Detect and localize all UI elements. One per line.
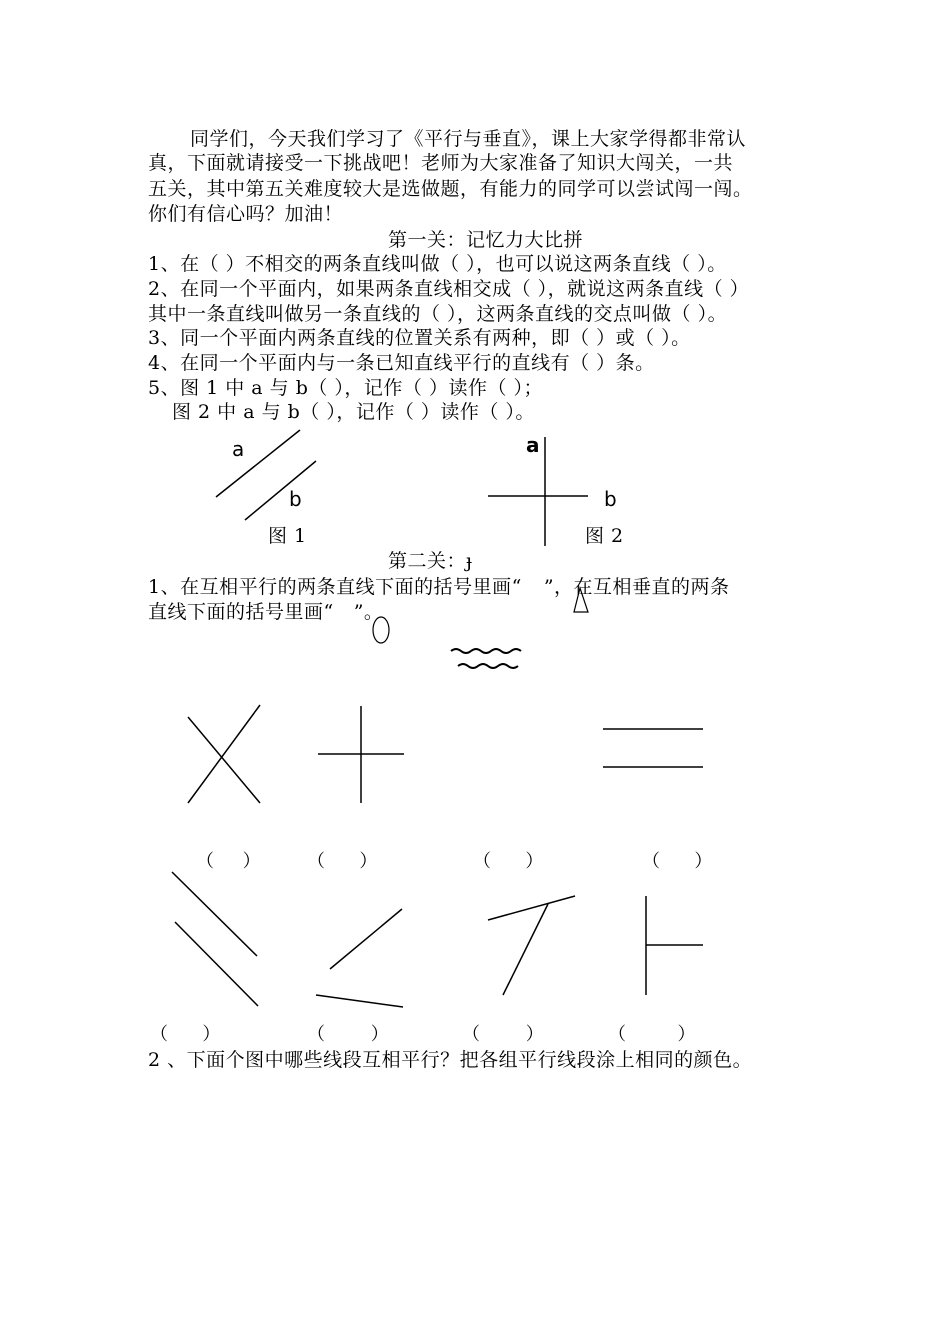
row1-fig1-line1 [188, 717, 260, 803]
row1-answer-4[interactable]: （ ） [642, 851, 713, 872]
level1-q1: 1、在（ ）不相交的两条直线叫做（ ），也可以说这两条直线（ ）。 [148, 253, 727, 275]
level1-q5-line2: 图 2 中 a 与 b（ ），记作（ ）读作（ ）。 [172, 401, 535, 423]
fig1-line-b [245, 461, 316, 520]
wavy-mark-2 [458, 664, 518, 668]
fig1-label-a: a [232, 437, 245, 461]
wavy-mark-1 [451, 649, 521, 653]
level2-q1-line2 [148, 600, 383, 624]
row2-fig2-line2 [316, 995, 403, 1007]
level2-q1-line2-text: 直线下面的括号里画“ [148, 601, 334, 623]
level1-q4: 4、在同一个平面内与一条已知直线平行的直线有（ ）条。 [148, 352, 655, 374]
row2-fig1-line1 [172, 872, 257, 956]
level1-q5-line1: 5、图 1 中 a 与 b（ ），记作（ ）读作（ ）； [148, 377, 543, 399]
level2-title [388, 549, 473, 573]
fig2-caption: 图 2 [585, 525, 624, 547]
level2-title-text: 第二关： [388, 550, 467, 572]
level2-q1-line2-end: ”。 [353, 601, 384, 623]
level1-q2-line1: 2、在同一个平面内，如果两条直线相交成（ ），就说这两条直线（ ） [148, 278, 750, 300]
row2-answer-1[interactable]: （ ） [150, 1024, 221, 1045]
fig1-label-b: b [289, 487, 302, 511]
level1-title: 第一关：记忆力大比拼 [388, 229, 584, 251]
row2-fig1-line2 [175, 922, 258, 1006]
fig2-label-a: a [526, 433, 540, 457]
row2-answer-4[interactable]: （ ） [608, 1024, 696, 1045]
level2-q2: 2 、下面个图中哪些线段互相平行？把各组平行线段涂上相同的颜色。 [148, 1049, 753, 1071]
intro-line-2: 真，下面就请接受一下挑战吧！老师为大家准备了知识大闯关，一共 [148, 152, 734, 174]
row1-answer-3[interactable]: （ ） [473, 851, 544, 872]
level2-q1-line1-end: ”，在互相垂直的两条 [543, 576, 730, 598]
level2-title-mark: ɟ [466, 550, 473, 572]
row1-fig1-line2 [188, 705, 260, 803]
row2-fig3-line2 [503, 904, 548, 995]
row2-answer-2[interactable]: （ ） [307, 1024, 389, 1045]
intro-line-1: 同学们，今天我们学习了《平行与垂直》，课上大家学得都非常认 [190, 128, 747, 150]
fig2-label-b: b [604, 487, 617, 511]
row2-answer-3[interactable]: （ ） [462, 1024, 544, 1045]
level2-q1-line1 [148, 575, 730, 599]
row2-fig2-line1 [330, 909, 402, 969]
fig1-line-a [216, 430, 300, 497]
row1-answer-1[interactable]: （ ） [196, 851, 261, 872]
level2-q1-line1-text: 1、在互相平行的两条直线下面的括号里画“ [148, 576, 522, 598]
fig1-caption: 图 1 [268, 525, 307, 547]
row1-answer-2[interactable]: （ ） [307, 851, 378, 872]
level1-q2-line2: 其中一条直线叫做另一条直线的（ ），这两条直线的交点叫做（ ）。 [148, 303, 728, 325]
level1-q3: 3、同一个平面内两条直线的位置关系有两种，即（ ）或（ ）。 [148, 327, 691, 349]
row2-fig3-line1 [488, 896, 575, 920]
intro-line-4: 你们有信心吗？加油！ [148, 203, 344, 225]
intro-line-3: 五关，其中第五关难度较大是选做题，有能力的同学可以尝试闯一闯。 [148, 178, 753, 200]
